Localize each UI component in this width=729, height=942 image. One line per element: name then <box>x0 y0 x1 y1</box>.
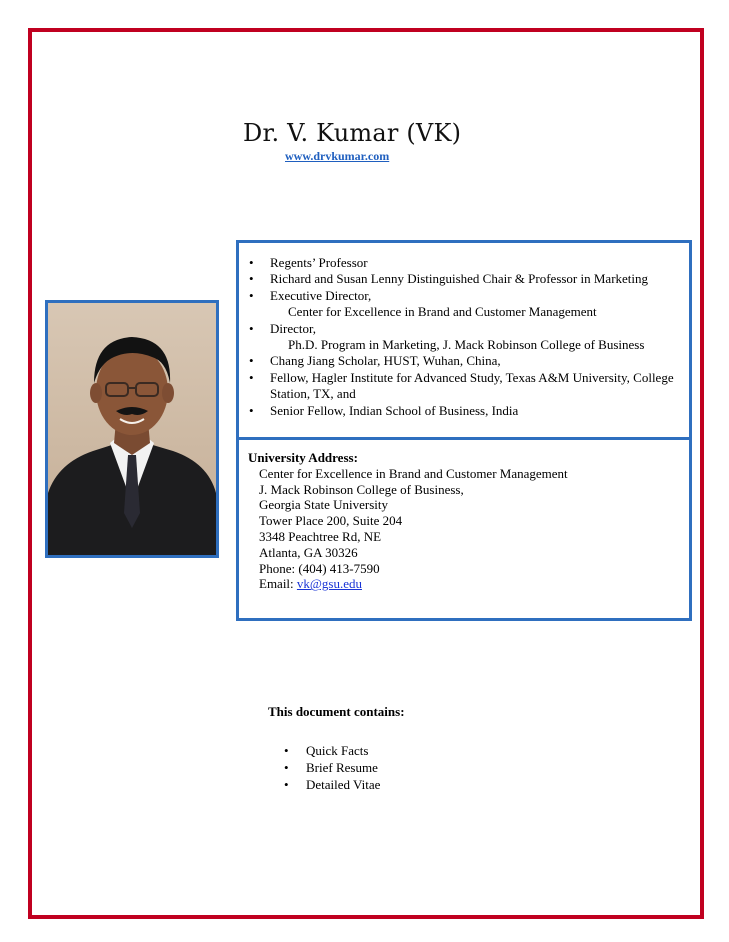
email-line <box>248 576 568 592</box>
list-item-subtext: Center for Excellence in Brand and Customer Management <box>288 304 597 320</box>
address-line: Georgia State University <box>259 497 389 513</box>
email-link[interactable]: vk@gsu.edu <box>296 576 362 592</box>
contents-heading: This document contains: <box>268 704 405 719</box>
portrait-photo <box>45 300 219 558</box>
portrait-illustration <box>48 303 216 555</box>
university-address <box>248 450 568 592</box>
list-item <box>249 288 684 321</box>
email-label: Email: <box>259 576 297 592</box>
list-item: • Quick Facts <box>284 742 380 759</box>
list-item <box>249 321 684 354</box>
list-item <box>249 403 684 419</box>
list-item <box>249 271 684 287</box>
address-line: Atlanta, GA 30326 <box>259 544 358 560</box>
page-title: Dr. V. Kumar (VK) <box>243 119 462 147</box>
list-item-text: Chang Jiang Scholar, HUST, Wuhan, China, <box>270 353 501 369</box>
list-item: • Detailed Vitae <box>284 776 380 793</box>
phone-line: Phone: (404) 413-7590 <box>259 560 380 576</box>
titles-list <box>249 255 684 419</box>
address-line: Center for Excellence in Brand and Customer Management <box>259 465 568 481</box>
list-item-text: Executive Director, <box>270 287 372 303</box>
list-item-text: Regents’ Professor <box>270 255 368 270</box>
contents-list <box>284 742 380 794</box>
address-line: 3348 Peachtree Rd, NE <box>259 528 382 544</box>
list-item: • Brief Resume <box>284 759 380 776</box>
address-heading: University Address: <box>248 450 358 465</box>
list-item <box>249 370 684 403</box>
list-item-text: Fellow, Hagler Institute for Advanced Study, Texas A&M University, College Station, TX, and <box>270 369 674 402</box>
list-item-text: Richard and Susan Lenny Distinguished Chair & Professor in Marketing <box>270 271 649 287</box>
titles-box <box>236 240 692 440</box>
list-item-text: Senior Fellow, Indian School of Business, India <box>270 402 519 418</box>
list-item <box>249 255 684 271</box>
list-item <box>249 353 684 369</box>
website-link[interactable]: www.drvkumar.com <box>285 149 390 163</box>
list-item-text: Director, <box>270 320 317 336</box>
address-line: Tower Place 200, Suite 204 <box>259 513 403 529</box>
list-item-subtext: Ph.D. Program in Marketing, J. Mack Robinson College of Business <box>288 337 645 353</box>
address-line: J. Mack Robinson College of Business, <box>259 481 464 497</box>
address-box <box>236 437 692 621</box>
